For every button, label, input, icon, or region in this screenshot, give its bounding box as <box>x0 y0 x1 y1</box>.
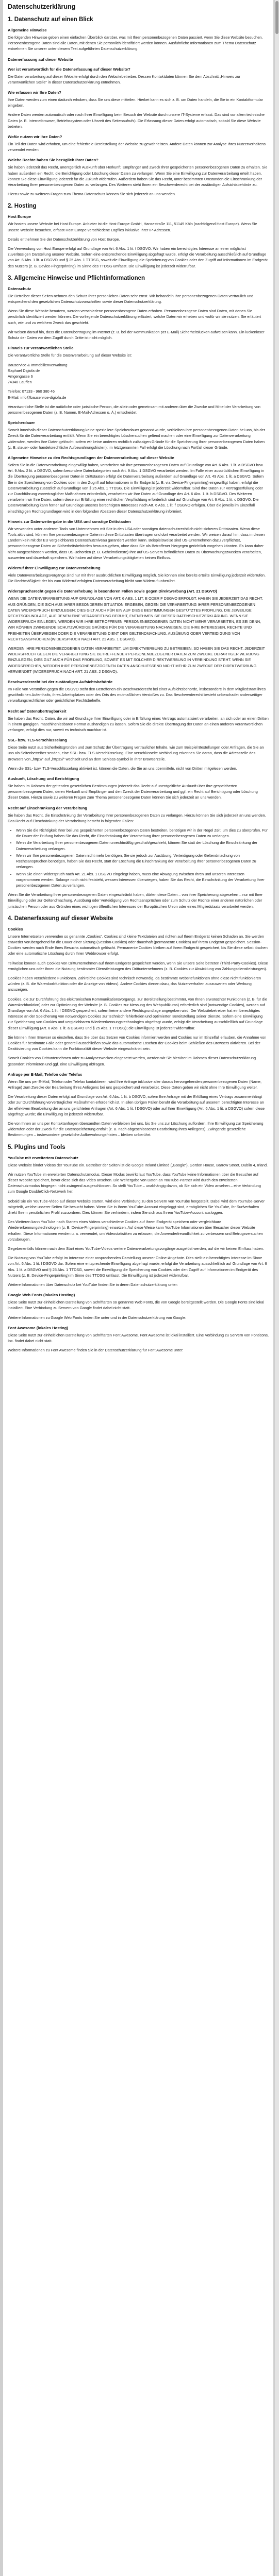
paragraph: Die Nutzung von YouTube erfolgt im Interesse einer ansprechenden Darstellung unserer Online-Angebote. Dies stellt ein berechtigtes Interesse im Sinne von Art. 6 Abs. 1 lit. f DSGVO dar. Sofern eine entsprechende Einwilligung abgefragt wurde, erfolgt die Verarbeitung ausschließlich auf Grundlage von Art. 6 Abs. 1 lit. a DSGVO und § 25 Abs. 1 TTDSG, soweit die Einwilligung die Speicherung von Cookies oder den Zugriff auf Informationen im Endgerät des Nutzers (z. B. Device-Fingerprinting) im Sinne des TTDSG umfasst. Die Einwilligung ist jederzeit widerrufbar. <box>8 1256 267 1278</box>
paragraph: Wenn Sie uns per E-Mail, Telefon oder Telefax kontaktieren, wird Ihre Anfrage inklusive aller daraus hervorgehenden personenbezogenen Daten (Name, Anfrage) zum Zwecke der Bearbeitung Ihres Anliegens bei uns gespeichert und verarbeitet. Diese Daten geben wir nicht ohne Ihre Einwilligung weiter. <box>8 1079 262 1090</box>
paragraph: Wenn Sie die Verarbeitung Ihrer personenbezogenen Daten eingeschränkt haben, dürfen diese Daten – von ihrer Speicherung abgesehen – nur mit Ihrer Einwilligung oder zur Geltendmachung, Ausübung oder Verteidigung von Rechtsansprüchen oder zum Schutz der Rechte einer anderen natürlichen oder juristischen Person oder aus Gründen eines wichtigen öffentlichen Interesses der Europäischen Union oder eines Mitgliedstaats verarbeitet werden. <box>8 892 263 909</box>
section-heading: 2. Hosting <box>8 203 37 210</box>
subsection-heading: Allgemeine Hinweise zu den Rechtsgrundlagen der Datenverarbeitung auf dieser Website <box>8 455 174 460</box>
paragraph: Soweit innerhalb dieser Datenschutzerklärung keine speziellere Speicherdauer genannt wurde, verbleiben Ihre personenbezogenen Daten bei uns, bis der Zweck für die Datenverarbeitung entfällt. Wenn Sie ein berechtigtes Löschersuchen geltend machen oder eine Einwilligung zur Datenverarbeitung widerrufen, werden Ihre Daten gelöscht, sofern wir keine anderen rechtlich zulässigen Gründe für die Speicherung Ihrer personenbezogenen Daten haben (z. B. steuer- oder handelsrechtliche Aufbewahrungsfristen); im letztgenannten Fall erfolgt die Löschung nach Fortfall dieser Gründe. <box>8 428 265 450</box>
paragraph: Wir verwenden unter anderem Tools von Unternehmen mit Sitz in den USA oder sonstigen datenschutzrechtlich nicht sicheren Drittstaaten. Wenn diese Tools aktiv sind, können Ihre personenbezogene Daten in diese Drittstaaten übertragen und dort verarbeitet werden. Wir weisen darauf hin, dass in diesen Ländern kein mit der EU vergleichbares Datenschutzniveau garantiert werden kann. Beispielsweise sind US-Unternehmen dazu verpflichtet, personenbezogene Daten an Sicherheitsbehörden herauszugeben, ohne dass Sie als Betroffener hiergegen gerichtlich vorgehen könnten. Es kann daher nicht ausgeschlossen werden, dass US-Behörden (z. B. Geheimdienste) Ihre auf US-Servern befindlichen Daten zu Überwachungszwecken verarbeiten, auswerten und dauerhaft speichern. Wir haben auf diese Verarbeitungstätigkeiten keinen Einfluss. <box>8 526 265 560</box>
list-item: • Wenn wir Ihre personenbezogenen Daten nicht mehr benötigen, Sie sie jedoch zur Ausübung, Verteidigung oder Geltendmachung von Rechtsansprüchen benötigen, haben Sie das Recht, statt der Löschung die Einschränkung der Verarbeitung Ihrer personenbezogenen Daten zu verlangen. <box>16 853 269 870</box>
paragraph: Weitere Informationen über Datenschutz bei YouTube finden Sie in deren Datenschutzerklärung unter: <box>8 1282 178 1287</box>
subsection-heading: Anfrage per E-Mail, Telefon oder Telefax <box>8 1072 83 1077</box>
document-page <box>3 0 273 2576</box>
page-title: Datenschutzerklärung <box>8 3 76 10</box>
paragraph: Telefon: 07133 - 960 380 46 E-Mail: info@bauservice-digiofa.de <box>8 389 67 400</box>
subsection-heading: Allgemeine Hinweise <box>8 28 47 32</box>
subsection-heading: Recht auf Einschränkung der Verarbeitung <box>8 805 88 810</box>
paragraph: Ein Teil der Daten wird erhoben, um eine fehlerfreie Bereitstellung der Website zu gewährleisten. Andere Daten können zur Analyse Ihres Nutzerverhaltens verwendet werden. <box>8 142 266 152</box>
paragraph: Die folgenden Hinweise geben einen einfachen Überblick darüber, was mit Ihren personenbezogenen Daten passiert, wenn Sie diese Website besuchen. Personenbezogene Daten sind alle Daten, mit denen Sie persönlich identifiziert werden können. Ausführliche Informationen zum Thema Datenschutz entnehmen Sie unserer unter diesem Text aufgeführten Datenschutzerklärung. <box>8 35 263 52</box>
subsection-heading: Hinweis zur verantwortlichen Stelle <box>8 346 74 351</box>
paragraph: Details entnehmen Sie der Datenschutzerklärung von Host Europe. <box>8 236 120 242</box>
subsection-heading: Widerspruchsrecht gegen die Datenerhebung in besonderen Fällen sowie gegen Direktwerbung (Art. 21 DSGVO) <box>8 589 217 594</box>
section-heading: 5. Plugins und Tools <box>8 1144 65 1150</box>
document-content <box>8 16 269 1353</box>
subsection-heading: Recht auf Datenübertragbarkeit <box>8 708 67 714</box>
subsection-heading: Widerruf Ihrer Einwilligung zur Datenverarbeitung <box>8 565 101 570</box>
paragraph: Diese Seite nutzt zur einheitlichen Darstellung von Schriftarten Font Awesome. Font Awesome ist lokal installiert. Eine Verbindung zu Servern von Fonticons, Inc. findet dabei nicht statt. <box>8 1332 269 1344</box>
paragraph: Ihre Daten werden zum einen dadurch erhoben, dass Sie uns diese mitteilen. Hierbei kann es sich z. B. um Daten handeln, die Sie in ein Kontaktformular eingeben. <box>8 97 263 108</box>
list-item: • Wenn Sie einen Widerspruch nach Art. 21 Abs. 1 DSGVO eingelegt haben, muss eine Abwägung zwischen Ihren und unseren Interessen vorgenommen werden. Solange noch nicht feststeht, wessen Interessen überwiegen, haben Sie das Recht, die Einschränkung der Verarbeitung Ihrer personenbezogenen Daten zu verlangen. <box>16 871 269 889</box>
paragraph: WENN DIE DATENVERARBEITUNG AUF GRUNDLAGE VON ART. 6 ABS. 1 LIT. E ODER F DSGVO ERFOLGT, HABEN SIE JEDERZEIT DAS RECHT, AUS GRÜNDEN, DIE SICH AUS IHRER BESONDEREN SITUATION ERGEBEN, GEGEN DIE VERARBEITUNG IHRER PERSONENBEZOGENEN DATEN WIDERSPRUCH EINZULEGEN; DIES GILT AUCH FÜR EIN AUF DIESE BESTIMMUNGEN GESTÜTZTES PROFILING. DIE JEWEILIGE RECHTSGRUNDLAGE, AUF DENEN EINE VERARBEITUNG BERUHT, ENTNEHMEN SIE DIESER DATENSCHUTZERKLÄRUNG. WENN SIE WIDERSPRUCH EINLEGEN, WERDEN WIR IHRE BETROFFENEN PERSONENBEZOGENEN DATEN NICHT MEHR VERARBEITEN, ES SEI DENN, WIR KÖNNEN ZWINGENDE SCHUTZWÜRDIGE GRÜNDE FÜR DIE VERARBEITUNG NACHWEISEN, DIE IHRE INTERESSEN, RECHTE UND FREIHEITEN ÜBERWIEGEN ODER DIE VERARBEITUNG DIENT DER GELTENDMACHUNG, AUSÜBUNG ODER VERTEIDIGUNG VON RECHTSANSPRÜCHEN (WIDERSPRUCH NACH ART. 21 ABS. 1 DSGVO). <box>8 596 263 641</box>
paragraph: Die von Ihnen an uns per Kontaktanfragen übersandten Daten verbleiben bei uns, bis Sie uns zur Löschung auffordern, Ihre Einwilligung zur Speicherung widerrufen oder der Zweck für die Datenspeicherung entfällt (z. B. nach abgeschlossener Bearbeitung Ihres Anliegens). Zwingende gesetzliche Bestimmungen – insbesondere gesetzliche Aufbewahrungsfristen – bleiben unberührt. <box>8 1121 264 1138</box>
paragraph: Wenn die SSL- bzw. TLS-Verschlüsselung aktiviert ist, können die Daten, die Sie an uns übermitteln, nicht von Dritten mitgelesen werden. <box>8 766 237 771</box>
paragraph: Des Weiteren kann YouTube nach Starten eines Videos verschiedene Cookies auf Ihrem Endgerät speichern oder vergleichbare Wiedererkennungstechnologien (z. B. Device-Fingerprinting) einsetzen. Auf diese Weise kann YouTube Informationen über Besucher dieser Website erhalten. Diese Informationen werden u. a. verwendet, um Videostatistiken zu erfassen, die Anwenderfreundlichkeit zu verbessern und Betrugsversuchen vorzubeugen. <box>8 1219 263 1242</box>
subsection-heading: Speicherdauer <box>8 420 35 426</box>
subsection-heading: Cookies <box>8 926 23 931</box>
paragraph: Im Falle von Verstößen gegen die DSGVO steht den Betroffenen ein Beschwerderecht bei einer Aufsichtsbehörde, insbesondere in dem Mitgliedstaat ihres gewöhnlichen Aufenthalts, ihres Arbeitsplatzes oder des Orts des mutmaßlichen Verstoßes zu. Das Beschwerderecht besteht unbeschadet anderweitiger verwaltungsrechtlicher oder gerichtlicher Rechtsbehelfe. <box>8 687 266 703</box>
subsection-heading: Wofür nutzen wir Ihre Daten? <box>8 134 62 140</box>
paragraph: Sie haben das Recht, die Einschränkung der Verarbeitung Ihrer personenbezogenen Daten zu verlangen. Hierzu können Sie sich jederzeit an uns wenden. Das Recht auf Einschränkung der Verarbeitung besteht in folgenden Fällen: <box>8 812 266 823</box>
section-heading: 4. Datenerfassung auf dieser Website <box>8 915 113 922</box>
paragraph: Die Verwendung von Host Europe erfolgt auf Grundlage von Art. 6 Abs. 1 lit. f DSGVO. Wir haben ein berechtigtes Interesse an einer möglichst zuverlässigen Darstellung unserer Website. Sofern eine entsprechende Einwilligung abgefragt wurde, erfolgt die Verarbeitung ausschließlich auf Grundlage von Art. 6 Abs. 1 lit. a DSGVO und § 25 Abs. 1 TTDSG, soweit die Einwilligung die Speicherung von Cookies oder den Zugriff auf Informationen im Endgerät des Nutzers (z. B. Device-Fingerprinting) im Sinne des TTDSG umfasst. Die Einwilligung ist jederzeit widerrufbar. <box>8 246 268 268</box>
paragraph: Sie haben jederzeit das Recht, unentgeltlich Auskunft über Herkunft, Empfänger und Zweck Ihrer gespeicherten personenbezogenen Daten zu erhalten. Sie haben außerdem ein Recht, die Berichtigung oder Löschung dieser Daten zu verlangen. Wenn Sie eine Einwilligung zur Datenverarbeitung erteilt haben, können Sie diese Einwilligung jederzeit für die Zukunft widerrufen. Außerdem haben Sie das Recht, unter bestimmten Umständen die Einschränkung der Verarbeitung Ihrer personenbezogenen Daten zu verlangen. Des Weiteren steht Ihnen ein Beschwerderecht bei der zuständigen Aufsichtsbehörde zu. <box>8 165 268 188</box>
paragraph: Sie können Ihren Browser so einstellen, dass Sie über das Setzen von Cookies informiert werden und Cookies nur im Einzelfall erlauben, die Annahme von Cookies für bestimmte Fälle oder generell ausschließen sowie das automatische Löschen der Cookies beim Schließen des Browsers aktivieren. Bei der Deaktivierung von Cookies kann die Funktionalität dieser Website eingeschränkt sein. <box>8 1035 267 1052</box>
paragraph: Weitere Informationen zu Google Web Fonts finden Sie unter und in der Datenschutzerklärung von Google: <box>8 1315 187 1320</box>
scrollbar-thumb[interactable] <box>275 1 278 34</box>
subsection-heading: Wer ist verantwortlich für die Datenerfassung auf dieser Website? <box>8 66 130 72</box>
paragraph: Hierzu sowie zu weiteren Fragen zum Thema Datenschutz können Sie sich jederzeit an uns wenden. <box>8 192 176 197</box>
paragraph: Gegebenenfalls können nach dem Start eines YouTube-Videos weitere Datenverarbeitungsvorgänge ausgelöst werden, auf die wir keinen Einfluss haben. <box>8 1246 264 1251</box>
section-heading: 3. Allgemeine Hinweise und Pflichtinformationen <box>8 275 145 281</box>
subsection-heading: Hinweis zur Datenweitergabe in die USA und sonstige Drittstaaten <box>8 519 131 524</box>
section-heading: 1. Datenschutz auf einen Blick <box>8 16 93 23</box>
paragraph: Sobald Sie ein YouTube-Video auf dieser Website starten, wird eine Verbindung zu den Servern von YouTube hergestellt. Dabei wird dem YouTube-Server mitgeteilt, welche unserer Seiten Sie besucht haben. Wenn Sie in Ihrem YouTube-Account eingeloggt sind, ermöglichen Sie YouTube, Ihr Surfverhalten direkt Ihrem persönlichen Profil zuzuordnen. Dies können Sie verhindern, indem Sie sich aus Ihrem YouTube-Account ausloggen. <box>8 1198 265 1215</box>
paragraph: Bauservice & Immobilienverwaltung Raphael Digiofa de Amgengasse 6 74348 Lauffen <box>8 362 68 385</box>
paragraph: Die Betreiber dieser Seiten nehmen den Schutz Ihrer persönlichen Daten sehr ernst. Wir behandeln Ihre personenbezogenen Daten vertraulich und entsprechend den gesetzlichen Datenschutzvorschriften sowie dieser Datenschutzerklärung. <box>8 293 254 304</box>
subsection-heading: Wie erfassen wir Ihre Daten? <box>8 90 61 95</box>
paragraph: Andere Daten werden automatisch oder nach Ihrer Einwilligung beim Besuch der Website durch unsere IT-Systeme erfasst. Das sind vor allem technische Daten (z. B. Internetbrowser, Betriebssystem oder Uhrzeit des Seitenaufrufs). Die Erfassung dieser Daten erfolgt automatisch, sobald Sie diese Website betreten. <box>8 112 265 129</box>
paragraph: Sie haben im Rahmen der geltenden gesetzlichen Bestimmungen jederzeit das Recht auf unentgeltliche Auskunft über Ihre gespeicherten personenbezogenen Daten, deren Herkunft und Empfänger und den Zweck der Datenverarbeitung und ggf. ein Recht auf Berichtigung oder Löschung dieser Daten. Hierzu sowie zu weiteren Fragen zum Thema personenbezogene Daten können Sie sich jederzeit an uns wenden. <box>8 784 258 800</box>
paragraph: WERDEN IHRE PERSONENBEZOGENEN DATEN VERARBEITET, UM DIREKTWERBUNG ZU BETREIBEN, SO HABEN SIE DAS RECHT, JEDERZEIT WIDERSPRUCH GEGEN DIE VERARBEITUNG SIE BETREFFENDER PERSONENBEZOGENER DATEN ZUM ZWECKE DERARTIGER WERBUNG EINZULEGEN; DIES GILT AUCH FÜR DAS PROFILING, SOWEIT ES MIT SOLCHER DIREKTWERBUNG IN VERBINDUNG STEHT. WENN SIE WIDERSPRECHEN, WERDEN IHRE PERSONENBEZOGENEN DATEN ANSCHLIESSEND NICHT MEHR ZUM ZWECKE DER DIREKTWERBUNG VERWENDET (WIDERSPRUCH NACH ART. 21 ABS. 2 DSGVO). <box>8 646 265 674</box>
paragraph: Diese Seite nutzt aus Sicherheitsgründen und zum Schutz der Übertragung vertraulicher Inhalte, wie zum Beispiel Bestellungen oder Anfragen, die Sie an uns als Seitenbetreiber senden, eine SSL- bzw. TLS-Verschlüsselung. Eine verschlüsselte Verbindung erkennen Sie daran, dass die Adresszeile des Browsers von „http://“ auf „https://“ wechselt und an dem Schloss-Symbol in Ihrer Browserzeile. <box>8 745 264 761</box>
scrollbar-track[interactable] <box>275 0 279 2576</box>
paragraph: Diese Seite nutzt zur einheitlichen Darstellung von Schriftarten so genannte Web Fonts, die von Google bereitgestellt werden. Die Google Fonts sind lokal installiert. Eine Verbindung zu Servern von Google findet dabei nicht statt. <box>8 1300 265 1311</box>
paragraph: Wenn Sie diese Website benutzen, werden verschiedene personenbezogene Daten erhoben. Personenbezogene Daten sind Daten, mit denen Sie persönlich identifiziert werden können. Die vorliegende Datenschutzerklärung erläutert, welche Daten wir erheben und wofür wir sie nutzen. Sie erläutert auch, wie und zu welchem Zweck das geschieht. <box>8 309 261 325</box>
paragraph: Diese Website bindet Videos der YouTube ein. Betreiber der Seiten ist die Google Ireland Limited („Google“), Gordon House, Barrow Street, Dublin 4, Irland. <box>8 1162 268 1167</box>
paragraph: Cookies, die zur Durchführung des elektronischen Kommunikationsvorgangs, zur Bereitstellung bestimmter, von Ihnen erwünschter Funktionen (z. B. für die Warenkorbfunktion) oder zur Optimierung der Website (z. B. Cookies zur Messung des Webpublikums) erforderlich sind (notwendige Cookies), werden auf Grundlage von Art. 6 Abs. 1 lit. f DSGVO gespeichert, sofern keine andere Rechtsgrundlage angegeben wird. Der Websitebetreiber hat ein berechtigtes Interesse an der Speicherung von notwendigen Cookies zur technisch fehlerfreien und optimierten Bereitstellung seiner Dienste. Sofern eine Einwilligung zur Speicherung von Cookies und vergleichbaren Wiedererkennungstechnologien abgefragt wurde, erfolgt die Verarbeitung ausschließlich auf Grundlage dieser Einwilligung (Art. 6 Abs. 1 lit. a DSGVO und § 25 Abs. 1 TTDSG); die Einwilligung ist jederzeit widerrufbar. <box>8 996 267 1030</box>
paragraph: Verantwortliche Stelle ist die natürliche oder juristische Person, die allein oder gemeinsam mit anderen über die Zwecke und Mittel der Verarbeitung von personenbezogenen Daten (z. B. Namen, E-Mail-Adressen o. Ä.) entscheidet. <box>8 404 260 415</box>
paragraph: Teilweise können auch Cookies von Drittunternehmen auf Ihrem Endgerät gespeichert werden, wenn Sie unsere Seite betreten (Third-Party-Cookies). Diese ermöglichen uns oder Ihnen die Nutzung bestimmter Dienstleistungen des Drittunternehmens (z. B. Cookies zur Abwicklung von Zahlungsdienstleistungen). <box>8 960 268 971</box>
paragraph: Die Datenverarbeitung auf dieser Website erfolgt durch den Websitebetreiber. Dessen Kontaktdaten können Sie dem Abschnitt „Hinweis zur verantwortlichen Stelle“ in dieser Datenschutzerklärung entnehmen. <box>8 74 241 84</box>
subsection-heading: Host Europe <box>8 214 31 219</box>
subsection-heading: Datenerfassung auf dieser Website <box>8 57 73 62</box>
paragraph: Wir hosten unsere Website bei Host Europe. Anbieter ist die Host Europe GmbH, Hansestraße 111, 51149 Köln (nachfolgend Host Europe). Wenn Sie unsere Website besuchen, erfasst Host Europe verschiedene Logfiles inklusive Ihrer IP-Adressen. <box>8 222 257 232</box>
subsection-heading: Font Awesome (lokales Hosting) <box>8 1325 68 1330</box>
paragraph: Sofern Sie in die Datenverarbeitung eingewilligt haben, verarbeiten wir Ihre personenbezogenen Daten auf Grundlage von Art. 6 Abs. 1 lit. a DSGVO bzw. Art. 9 Abs. 2 lit. a DSGVO, sofern besondere Datenkategorien nach Art. 9 Abs. 1 DSGVO verarbeitet werden. Im Falle einer ausdrücklichen Einwilligung in die Übertragung personenbezogener Daten in Drittstaaten erfolgt die Datenverarbeitung außerdem auf Grundlage von Art. 49 Abs. 1 lit. a DSGVO. Sofern Sie in die Speicherung von Cookies oder in den Zugriff auf Informationen in Ihr Endgerät (z. B. via Device-Fingerprinting) eingewilligt haben, erfolgt die Datenverarbeitung zusätzlich auf Grundlage von § 25 Abs. 1 TTDSG. Die Einwilligung ist jederzeit widerrufbar. Sind Ihre Daten zur Vertragserfüllung oder zur Durchführung vorvertraglicher Maßnahmen erforderlich, verarbeiten wir Ihre Daten auf Grundlage des Art. 6 Abs. 1 lit. b DSGVO. Des Weiteren verarbeiten wir Ihre Daten, sofern diese zur Erfüllung einer rechtlichen Verpflichtung erforderlich sind auf Grundlage von Art. 6 Abs. 1 lit. c DSGVO. Die Datenverarbeitung kann ferner auf Grundlage unseres berechtigten Interesses nach Art. 6 Abs. 1 lit. f DSGVO erfolgen. Über die jeweils im Einzelfall einschlägigen Rechtsgrundlagen wird in den folgenden Absätzen dieser Datenschutzerklärung informiert. <box>8 462 265 514</box>
paragraph: Die Verarbeitung dieser Daten erfolgt auf Grundlage von Art. 6 Abs. 1 lit. b DSGVO, sofern Ihre Anfrage mit der Erfüllung eines Vertrags zusammenhängt oder zur Durchführung vorvertraglicher Maßnahmen erforderlich ist. In allen übrigen Fällen beruht die Verarbeitung auf unserem berechtigten Interesse an der effektiven Bearbeitung der an uns gerichteten Anfragen (Art. 6 Abs. 1 lit. f DSGVO) oder auf Ihrer Einwilligung (Art. 6 Abs. 1 lit. a DSGVO) sofern diese abgefragt wurde; die Einwilligung ist jederzeit widerrufbar. <box>8 1094 265 1116</box>
subsection-heading: Google Web Fonts (lokales Hosting) <box>8 1293 75 1298</box>
paragraph: Wir weisen darauf hin, dass die Datenübertragung im Internet (z. B. bei der Kommunikation per E-Mail) Sicherheitslücken aufweisen kann. Ein lückenloser Schutz der Daten vor dem Zugriff durch Dritte ist nicht möglich. <box>8 329 265 341</box>
paragraph: Die verantwortliche Stelle für die Datenverarbeitung auf dieser Website ist: <box>8 353 132 358</box>
list-item: • Wenn die Verarbeitung Ihrer personenbezogenen Daten unrechtmäßig geschah/geschieht, können Sie statt der Löschung die Einschränkung der Datenverarbeitung verlangen. <box>16 840 269 851</box>
paragraph: Unsere Internetseiten verwenden so genannte „Cookies“. Cookies sind kleine Textdateien und richten auf Ihrem Endgerät keinen Schaden an. Sie werden entweder vorübergehend für die Dauer einer Sitzung (Session-Cookies) oder dauerhaft (permanente Cookies) auf Ihrem Endgerät gespeichert. Session-Cookies werden nach Ende Ihres Besuchs automatisch gelöscht. Permanente Cookies bleiben auf Ihrem Endgerät gespeichert, bis Sie diese selbst löschen oder eine automatische Löschung durch Ihren Webbrowser erfolgt. <box>8 934 268 956</box>
subsection-heading: Beschwerderecht bei der zuständigen Aufsichtsbehörde <box>8 680 113 685</box>
subsection-heading: Datenschutz <box>8 286 31 291</box>
paragraph: Cookies haben verschiedene Funktionen. Zahlreiche Cookies sind technisch notwendig, da bestimmte Websitefunktionen ohne diese nicht funktionieren würden (z. B. die Warenkorbfunktion oder die Anzeige von Videos). Andere Cookies dienen dazu, das Nutzerverhalten auszuwerten oder Werbung anzuzeigen. <box>8 975 261 992</box>
subsection-heading: Welche Rechte haben Sie bezüglich Ihrer Daten? <box>8 158 99 163</box>
subsection-heading: SSL- bzw. TLS-Verschlüsselung <box>8 738 67 743</box>
list-item: • Wenn Sie die Richtigkeit Ihrer bei uns gespeicherten personenbezogenen Daten bestreiten, benötigen wir in der Regel Zeit, um dies zu überprüfen. Für die Dauer der Prüfung haben Sie das Recht, die Einschränkung der Verarbeitung Ihrer personenbezogenen Daten zu verlangen. <box>16 827 269 839</box>
paragraph: Sie haben das Recht, Daten, die wir auf Grundlage Ihrer Einwilligung oder in Erfüllung eines Vertrags automatisiert verarbeiten, an sich oder an einen Dritten in einem gängigen, maschinenlesbaren Format aushändigen zu lassen. Sofern Sie die direkte Übertragung der Daten an einen anderen Verantwortlichen verlangen, erfolgt dies nur, soweit es technisch machbar ist. <box>8 716 269 733</box>
subsection-heading: Auskunft, Löschung und Berichtigung <box>8 776 79 782</box>
paragraph: Soweit Cookies von Drittunternehmen oder zu Analysezwecken eingesetzt werden, werden wir Sie hierüber im Rahmen dieser Datenschutzerklärung gesondert informieren und ggf. eine Einwilligung abfragen. <box>8 1056 256 1066</box>
paragraph: Weitere Informationen zu Font Awesome finden Sie in der Datenschutzerklärung für Font Awesome unter: <box>8 1348 184 1353</box>
paragraph: Viele Datenverarbeitungsvorgänge sind nur mit Ihrer ausdrücklichen Einwilligung möglich. Sie können eine bereits erteilte Einwilligung jederzeit widerrufen. Die Rechtmäßigkeit der bis zum Widerruf erfolgten Datenverarbeitung bleibt vom Widerruf unberührt. <box>8 572 266 584</box>
subsection-heading: YouTube mit erweitertem Datenschutz <box>8 1155 78 1160</box>
paragraph: Wir nutzen YouTube im erweiterten Datenschutzmodus. Dieser Modus bewirkt laut YouTube, dass YouTube keine Informationen über die Besucher auf dieser Website speichert, bevor diese sich das Video ansehen. Die Weitergabe von Daten an YouTube-Partner wird durch den erweiterten Datenschutzmodus hingegen nicht zwingend ausgeschlossen. So stellt YouTube – unabhängig davon, ob Sie sich ein Video ansehen – eine Verbindung zum Google DoubleClick-Netzwerk her. <box>8 1172 261 1194</box>
bullet-list <box>8 827 269 888</box>
